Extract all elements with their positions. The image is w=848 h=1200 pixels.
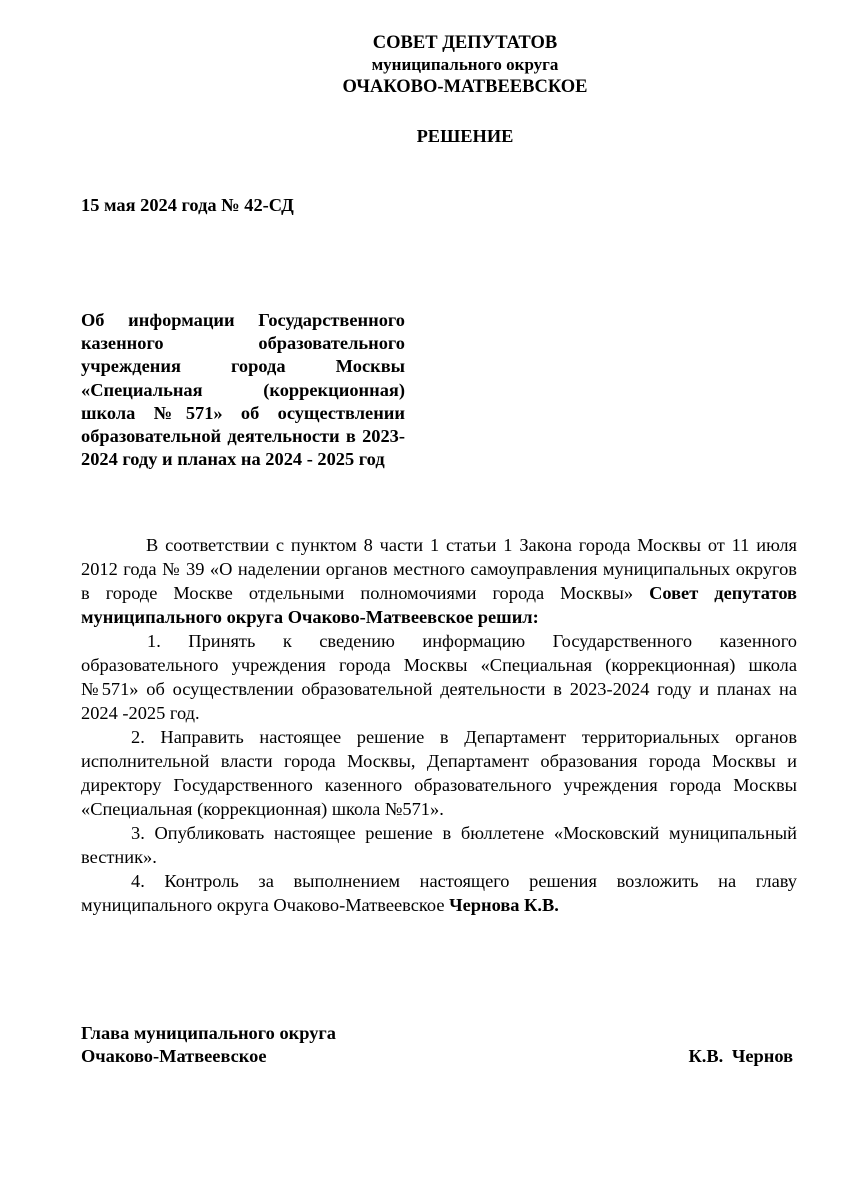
decision-item-3: 3. Опубликовать настоящее решение в бюллетене «Московский муниципальный вестник». [81,823,797,867]
decision-item-1: 1. Принять к сведению информацию Государственного казенного образовательного учреждения города Москвы «Специальная (коррекционная) школа №571» об осуществлении образовательной деятельности в 2023-2024 году и планах на 2024 -2025 год. [81,631,797,723]
signatory-title-line1: Глава муниципального округа [81,1023,336,1043]
preamble-text: В соответствии с пунктом 8 части 1 статьи 1 Закона города Москвы от 11 июля 2012 года № 39 «О наделении органов местного самоуправления муниципальных округов в городе Москве отдельными полномочиями города Москвы» [81,535,797,603]
date-and-number: 15 мая 2024 года № 42-СД [81,195,294,215]
document-type: РЕШЕНИЕ [416,126,514,146]
signature-block [81,1022,793,1068]
signatory-name: К.В. Чернов [688,1046,793,1066]
decision-item-4 [81,869,797,917]
decision-item-4-text: 4. Контроль за выполнением настоящего решения возложить на главу муниципального округа Очаково-Матвеевское [81,871,797,915]
decision-body [81,533,797,917]
district-subtitle: муниципального округа [371,55,559,74]
signatory-title-line2: Очаково-Матвеевское [81,1046,267,1066]
letterhead [260,32,670,98]
district-name: ОЧАКОВО-МАТВЕЕВСКОЕ [342,77,588,97]
decision-item-2: 2. Направить настоящее решение в Департамент территориальных органов исполнительной власти города Москвы, Департамент образования города Москвы и директору Государственного казенного образовательного учреждения города Москвы «Специальная (коррекционная) школа №571». [81,727,797,819]
council-title: СОВЕТ ДЕПУТАТОВ [372,33,558,53]
preamble-resolution: Совет депутатов муниципального округа Очаково-Матвеевское решил: [81,583,797,627]
preamble-paragraph [81,533,797,629]
decision-subject: Об информации Государственного казенного образовательного учреждения города Москвы «Специальная (коррекционная) школа №571» об осуществлении образовательной деятельности в 2023-2024 году и планах на 2024 - 2025 год [81,310,405,470]
responsible-person: Чернова К.В. [449,895,559,915]
